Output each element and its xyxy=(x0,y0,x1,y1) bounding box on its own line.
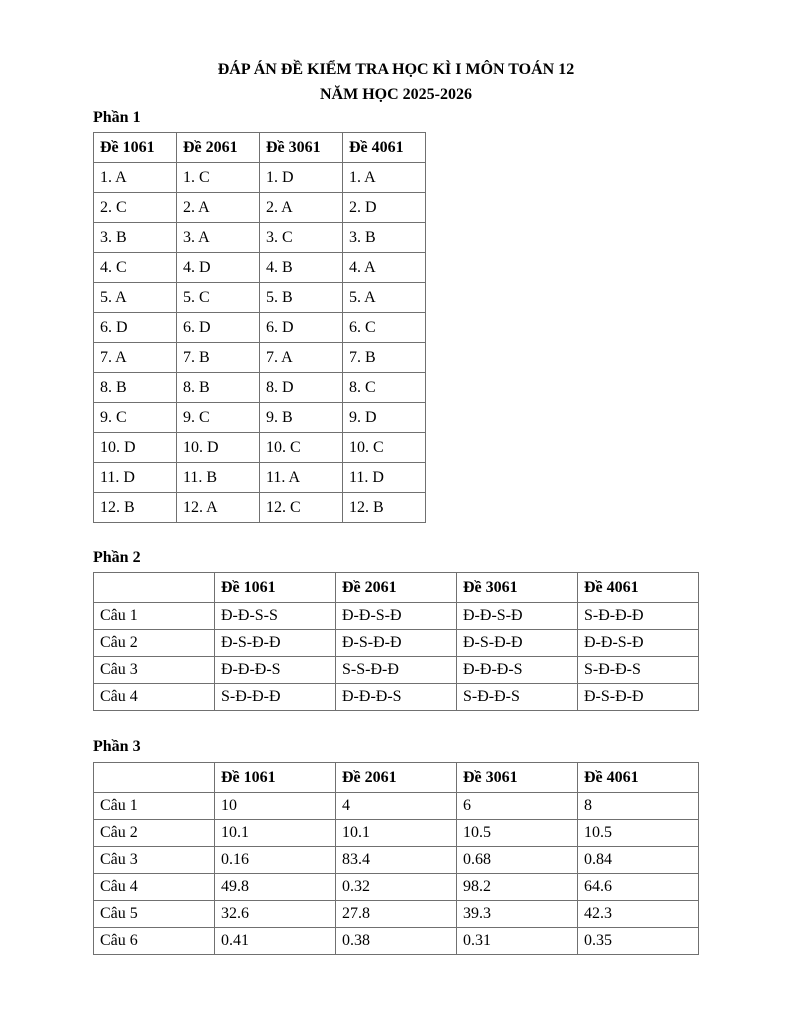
answer-cell: 10.1 xyxy=(336,820,457,847)
answer-cell: 2. D xyxy=(343,193,426,223)
answer-cell: 12. B xyxy=(343,493,426,523)
answer-cell: 10. D xyxy=(177,433,260,463)
answer-cell: 0.38 xyxy=(336,928,457,955)
answer-cell: 8 xyxy=(578,793,699,820)
answer-cell: 11. D xyxy=(343,463,426,493)
question-label-cell: Câu 2 xyxy=(94,630,215,657)
column-header: Đề 1061 xyxy=(94,133,177,163)
answer-cell: 8. B xyxy=(177,373,260,403)
answer-cell: 2. C xyxy=(94,193,177,223)
answer-cell: 3. B xyxy=(343,223,426,253)
answer-cell: Đ-Đ-S-Đ xyxy=(578,630,699,657)
table-row xyxy=(94,603,699,630)
answer-cell: Đ-Đ-S-Đ xyxy=(336,603,457,630)
table-row xyxy=(94,373,426,403)
column-header xyxy=(94,573,215,603)
table-row xyxy=(94,253,426,283)
school-year-subtitle: NĂM HỌC 2025-2026 xyxy=(320,86,472,103)
table-row xyxy=(94,463,426,493)
part3-answer-table xyxy=(93,762,699,955)
column-header: Đề 1061 xyxy=(215,573,336,603)
answer-cell: 0.68 xyxy=(457,847,578,874)
document-title: ĐÁP ÁN ĐỀ KIỂM TRA HỌC KÌ I MÔN TOÁN 12 xyxy=(217,61,575,78)
answer-cell: 10 xyxy=(215,793,336,820)
answer-cell: 42.3 xyxy=(578,901,699,928)
table-row xyxy=(94,684,699,711)
question-label-cell: Câu 6 xyxy=(94,928,215,955)
column-header: Đề 4061 xyxy=(343,133,426,163)
answer-cell: 11. B xyxy=(177,463,260,493)
table-row xyxy=(94,874,699,901)
answer-cell: Đ-Đ-S-Đ xyxy=(457,603,578,630)
column-header: Đề 2061 xyxy=(336,573,457,603)
answer-cell: 12. C xyxy=(260,493,343,523)
answer-cell: 7. A xyxy=(94,343,177,373)
answer-cell: Đ-S-Đ-Đ xyxy=(336,630,457,657)
answer-cell: 32.6 xyxy=(215,901,336,928)
answer-cell: 1. D xyxy=(260,163,343,193)
answer-cell: Đ-S-Đ-Đ xyxy=(578,684,699,711)
answer-cell: 4. D xyxy=(177,253,260,283)
answer-cell: 10.5 xyxy=(457,820,578,847)
table-row xyxy=(94,901,699,928)
answer-cell: 1. C xyxy=(177,163,260,193)
answer-cell: 6. D xyxy=(94,313,177,343)
question-label-cell: Câu 3 xyxy=(94,847,215,874)
answer-cell: 27.8 xyxy=(336,901,457,928)
answer-cell: 0.32 xyxy=(336,874,457,901)
table-row xyxy=(94,847,699,874)
answer-cell: 9. D xyxy=(343,403,426,433)
answer-cell: 10.5 xyxy=(578,820,699,847)
question-label-cell: Câu 5 xyxy=(94,901,215,928)
answer-cell: 7. A xyxy=(260,343,343,373)
table-row xyxy=(94,403,426,433)
answer-cell: 3. A xyxy=(177,223,260,253)
answer-cell: 9. C xyxy=(94,403,177,433)
table-row xyxy=(94,657,699,684)
answer-cell: Đ-Đ-S-S xyxy=(215,603,336,630)
answer-cell: 6 xyxy=(457,793,578,820)
answer-cell: 8. D xyxy=(260,373,343,403)
table-row xyxy=(94,193,426,223)
answer-cell: 12. B xyxy=(94,493,177,523)
answer-cell: S-S-Đ-Đ xyxy=(336,657,457,684)
answer-cell: 9. C xyxy=(177,403,260,433)
table-row xyxy=(94,283,426,313)
answer-cell: 83.4 xyxy=(336,847,457,874)
answer-cell: 98.2 xyxy=(457,874,578,901)
table-row xyxy=(94,630,699,657)
answer-cell: 9. B xyxy=(260,403,343,433)
table-header-row xyxy=(94,763,699,793)
answer-cell: 11. A xyxy=(260,463,343,493)
answer-cell: 10. C xyxy=(260,433,343,463)
answer-cell: 2. A xyxy=(260,193,343,223)
part1-answer-table xyxy=(93,132,426,523)
question-label-cell: Câu 2 xyxy=(94,820,215,847)
answer-cell: 1. A xyxy=(343,163,426,193)
answer-cell: 4. B xyxy=(260,253,343,283)
answer-cell: 6. D xyxy=(177,313,260,343)
answer-cell: 3. C xyxy=(260,223,343,253)
column-header: Đề 1061 xyxy=(215,763,336,793)
answer-cell: Đ-Đ-Đ-S xyxy=(457,657,578,684)
column-header: Đề 3061 xyxy=(457,573,578,603)
answer-cell: 4 xyxy=(336,793,457,820)
answer-cell: S-Đ-Đ-S xyxy=(457,684,578,711)
answer-cell: Đ-Đ-Đ-S xyxy=(336,684,457,711)
table-header-row xyxy=(94,573,699,603)
answer-cell: 8. B xyxy=(94,373,177,403)
column-header xyxy=(94,763,215,793)
column-header: Đề 4061 xyxy=(578,763,699,793)
answer-cell: 1. A xyxy=(94,163,177,193)
answer-cell: 0.84 xyxy=(578,847,699,874)
column-header: Đề 4061 xyxy=(578,573,699,603)
table-row xyxy=(94,433,426,463)
answer-cell: 49.8 xyxy=(215,874,336,901)
answer-cell: 10.1 xyxy=(215,820,336,847)
answer-cell: 12. A xyxy=(177,493,260,523)
answer-cell: 0.35 xyxy=(578,928,699,955)
table-row xyxy=(94,223,426,253)
answer-cell: 0.16 xyxy=(215,847,336,874)
answer-cell: S-Đ-Đ-Đ xyxy=(215,684,336,711)
table-row xyxy=(94,163,426,193)
answer-cell: 2. A xyxy=(177,193,260,223)
question-label-cell: Câu 1 xyxy=(94,603,215,630)
answer-cell: 5. A xyxy=(343,283,426,313)
answer-cell: Đ-Đ-Đ-S xyxy=(215,657,336,684)
answer-cell: 5. A xyxy=(94,283,177,313)
answer-cell: S-Đ-Đ-S xyxy=(578,657,699,684)
table-row xyxy=(94,793,699,820)
column-header: Đề 3061 xyxy=(260,133,343,163)
question-label-cell: Câu 1 xyxy=(94,793,215,820)
column-header: Đề 3061 xyxy=(457,763,578,793)
table-row xyxy=(94,493,426,523)
answer-cell: 39.3 xyxy=(457,901,578,928)
answer-cell: 5. C xyxy=(177,283,260,313)
answer-cell: Đ-S-Đ-Đ xyxy=(215,630,336,657)
answer-cell: 0.31 xyxy=(457,928,578,955)
answer-cell: Đ-S-Đ-Đ xyxy=(457,630,578,657)
table-row xyxy=(94,820,699,847)
part2-answer-table xyxy=(93,572,699,711)
answer-cell: 64.6 xyxy=(578,874,699,901)
answer-cell: 5. B xyxy=(260,283,343,313)
answer-cell: 4. C xyxy=(94,253,177,283)
answer-cell: 10. C xyxy=(343,433,426,463)
answer-cell: 6. D xyxy=(260,313,343,343)
answer-cell: 7. B xyxy=(177,343,260,373)
column-header: Đề 2061 xyxy=(336,763,457,793)
answer-cell: S-Đ-Đ-Đ xyxy=(578,603,699,630)
table-row xyxy=(94,343,426,373)
table-header-row xyxy=(94,133,426,163)
answer-cell: 4. A xyxy=(343,253,426,283)
table-row xyxy=(94,313,426,343)
part3-heading: Phần 3 xyxy=(93,738,141,755)
question-label-cell: Câu 3 xyxy=(94,657,215,684)
answer-cell: 8. C xyxy=(343,373,426,403)
question-label-cell: Câu 4 xyxy=(94,874,215,901)
answer-cell: 6. C xyxy=(343,313,426,343)
answer-cell: 10. D xyxy=(94,433,177,463)
answer-cell: 7. B xyxy=(343,343,426,373)
answer-cell: 0.41 xyxy=(215,928,336,955)
answer-cell: 3. B xyxy=(94,223,177,253)
question-label-cell: Câu 4 xyxy=(94,684,215,711)
table-row xyxy=(94,928,699,955)
column-header: Đề 2061 xyxy=(177,133,260,163)
part1-heading: Phần 1 xyxy=(93,109,141,126)
answer-cell: 11. D xyxy=(94,463,177,493)
part2-heading: Phần 2 xyxy=(93,549,141,566)
